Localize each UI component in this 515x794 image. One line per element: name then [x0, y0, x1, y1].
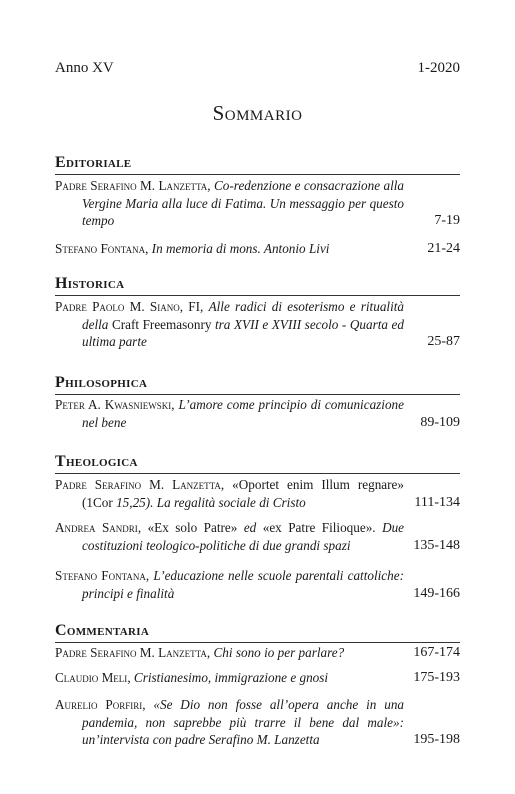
entry-pages: 195-198 — [413, 732, 460, 747]
page-header — [55, 60, 460, 77]
entry-title: Chi sono io per parlare? — [213, 645, 345, 660]
entry-author: Padre Serafino M. Lanzetta — [55, 477, 221, 492]
page-title: Sommario — [212, 101, 303, 125]
toc-entry: Peter A. Kwasniewski, L’amore come principio di comunicazione nel bene 89-109 — [55, 397, 460, 430]
entry-author: Claudio Meli — [55, 670, 128, 685]
toc-entry: Stefano Fontana, L’educazione nelle scuole parentali cattoliche: principi e finalità 149-166 — [55, 568, 460, 601]
section-heading-theologica: Theologica — [55, 453, 138, 470]
toc-entry: Padre Serafino M. Lanzetta, «Oportet enim Illum regnare» (1Cor 15,25). La regalità sociale di Cristo 111-134 — [55, 477, 460, 510]
entry-author: Andrea Sandri — [55, 520, 138, 535]
section-rule — [55, 473, 460, 474]
entry-title: Due costituzioni teologico-politiche di due grandi spazi — [82, 520, 405, 553]
entry-title: Alle radici di esoterismo e ritualità della — [82, 299, 404, 332]
toc-entry: Claudio Meli, Cristianesimo, immigrazione e gnosi 175-193 — [55, 670, 460, 685]
entry-title: L’educazione nelle scuole parentali cattoliche: principi e finalità — [82, 568, 404, 601]
toc-entry: Padre Serafino M. Lanzetta, Co-redenzione e consacrazione alla Vergine Maria alla luce di Fatima. Un messaggio per questo tempo 7-19 — [55, 178, 460, 228]
section-heading-historica: Historica — [55, 275, 125, 292]
section-rule — [55, 295, 460, 296]
contents-page — [55, 0, 460, 794]
section-rule — [55, 174, 460, 175]
section-heading-editoriale: Editoriale — [55, 154, 132, 171]
toc-entry: Stefano Fontana, In memoria di mons. Antonio Livi 21-24 — [55, 241, 460, 256]
entry-title: L’amore come principio di comunicazione nel bene — [82, 397, 404, 430]
toc-entry: Aurelio Porfiri, «Se Dio non fosse all’opera anche in una pandemia, non saprebbe più trarre il bene dal male»: un’intervista con padre Serafino M. Lanzetta 195-198 — [55, 697, 460, 747]
entry-author: Padre Serafino M. Lanzetta — [55, 178, 208, 193]
entry-pages: 25-87 — [427, 334, 460, 349]
entry-title: «Se Dio non fosse all’opera anche in una pandemia, non saprebbe più trarre il bene dal male»: un’intervista con padre Serafino M. Lanzetta — [82, 697, 405, 747]
entry-pages: 135-148 — [413, 537, 460, 553]
volume-label: Anno XV — [55, 60, 114, 76]
entry-title-roman: «Ex solo Patre» — [147, 520, 238, 535]
entry-pages: 21-24 — [427, 241, 460, 256]
entry-author: Aurelio Porfiri — [55, 697, 143, 712]
entry-title: ed — [243, 520, 257, 535]
entry-author: Stefano Fontana — [55, 568, 146, 583]
entry-pages: 149-166 — [413, 585, 460, 601]
entry-title: Co-redenzione e consacrazione alla Vergine Maria alla luce di Fatima. Un messaggio per questo tempo — [82, 178, 404, 228]
entry-title: tra XVII e XVIII secolo - Quarta ed ultima parte — [82, 316, 404, 349]
entry-pages: 111-134 — [414, 494, 460, 510]
toc-entry: Andrea Sandri, «Ex solo Patre» ed «ex Patre Filioque». Due costituzioni teologico-politiche di due grandi spazi 135-148 — [55, 520, 460, 553]
entry-title-roman: «Oportet enim Illum regnare» (1Cor — [82, 477, 404, 510]
section-rule — [55, 394, 460, 395]
entry-pages: 167-174 — [413, 645, 460, 660]
entry-title: La regalità sociale di Cristo — [156, 494, 306, 510]
entry-title: In memoria di mons. Antonio Livi — [151, 241, 330, 256]
entry-pages: 7-19 — [434, 213, 460, 228]
section-heading-philosophica: Philosophica — [55, 374, 148, 391]
entry-author: Padre Paolo M. Siano, FI — [55, 299, 201, 314]
toc-entry: Padre Paolo M. Siano, FI, Alle radici di esoterismo e ritualità della Craft Freemasonry tra XVII e XVIII secolo - Quarta ed ultima parte 25-87 — [55, 299, 460, 349]
toc-entry: Padre Serafino M. Lanzetta, Chi sono io per parlare? 167-174 — [55, 645, 460, 660]
section-heading-commentaria: Commentaria — [55, 622, 150, 639]
entry-author: Peter A. Kwasniewski — [55, 397, 172, 412]
issue-label: 1-2020 — [417, 60, 460, 76]
entry-title-roman: «ex Patre Filioque». — [262, 520, 376, 535]
entry-author: Padre Serafino M. Lanzetta — [55, 645, 207, 660]
entry-author: Stefano Fontana — [55, 241, 146, 256]
entry-pages: 175-193 — [413, 670, 460, 685]
entry-title-roman: Craft Freemasonry — [111, 316, 212, 332]
entry-pages: 89-109 — [420, 414, 460, 430]
entry-title: 15,25). — [116, 494, 154, 510]
entry-title: Cristianesimo, immigrazione e gnosi — [133, 670, 329, 685]
section-rule — [55, 642, 460, 643]
